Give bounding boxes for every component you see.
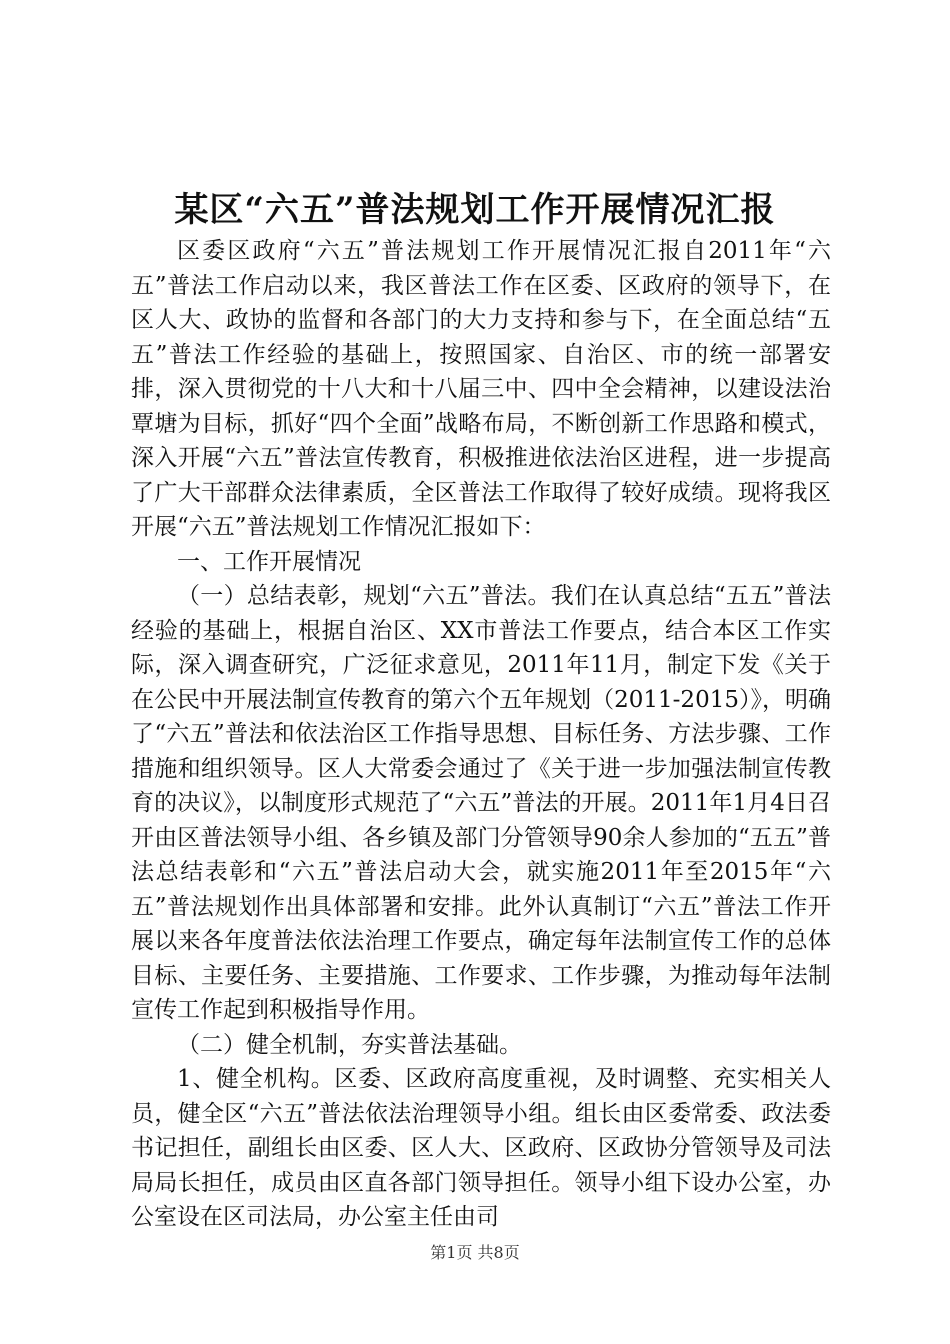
- document-body: [131, 234, 831, 1235]
- intro-paragraph: 区委区政府“六五”普法规划工作开展情况汇报自2011年“六五”普法工作启动以来，我区普法工作在区委、区政府的领导下，在区人大、政协的监督和各部门的大力支持和参与下，在全面总结“五五”普法工作经验的基础上，按照国家、自治区、市的统一部署安排，深入贯彻党的十八大和十八届三中、四中全会精神，以建设法治覃塘为目标，抓好“四个全面”战略布局，不断创新工作思路和模式，深入开展“六五”普法宣传教育，积极推进依法治区进程，进一步提高了广大干部群众法律素质，全区普法工作取得了较好成绩。现将我区开展“六五”普法规划工作情况汇报如下：: [131, 238, 831, 540]
- document-title: 某区“六五”普法规划工作开展情况汇报: [174, 190, 776, 230]
- subsection-summary-paragraph: （一）总结表彰，规划“六五”普法。我们在认真总结“五五”普法经验的基础上，根据自治区、XX市普法工作要点，结合本区工作实际，深入调查研究，广泛征求意见，2011年11月，制定下发《关于在公民中开展法制宣传教育的第六个五年规划（2011-2015）》，明确了“六五”普法和依法治区工作指导思想、目标任务、方法步骤、工作措施和组织领导。区人大常委会通过了《关于进一步加强法制宣传教育的决议》，以制度形式规范了“六五”普法的开展。2011年1月4日召开由区普法领导小组、各乡镇及部门分管领导90余人参加的“五五”普法总结表彰和“六五”普法启动大会，就实施2011年至2015年“六五”普法规划作出具体部署和安排。此外认真制订“六五”普法工作开展以来各年度普法依法治理工作要点，确定每年法制宣传工作的总体目标、主要任务、主要措施、工作要求、工作步骤，为推动每年法制宣传工作起到积极指导作用。: [131, 583, 831, 1023]
- subsection-mechanism-heading: （二）健全机制，夯实普法基础。: [177, 1031, 522, 1058]
- page-footer: 第1页 共8页: [430, 1243, 520, 1262]
- section-heading-work-status: 一、工作开展情况: [177, 548, 361, 575]
- item-organization-paragraph: 1、健全机构。区委、区政府高度重视，及时调整、充实相关人员，健全区“六五”普法依法治理领导小组。组长由区委常委、政法委书记担任，副组长由区委、区人大、区政府、区政协分管领导及司法局局长担任，成员由区直各部门领导担任。领导小组下设办公室，办公室设在区司法局，办公室主任由司: [131, 1066, 831, 1230]
